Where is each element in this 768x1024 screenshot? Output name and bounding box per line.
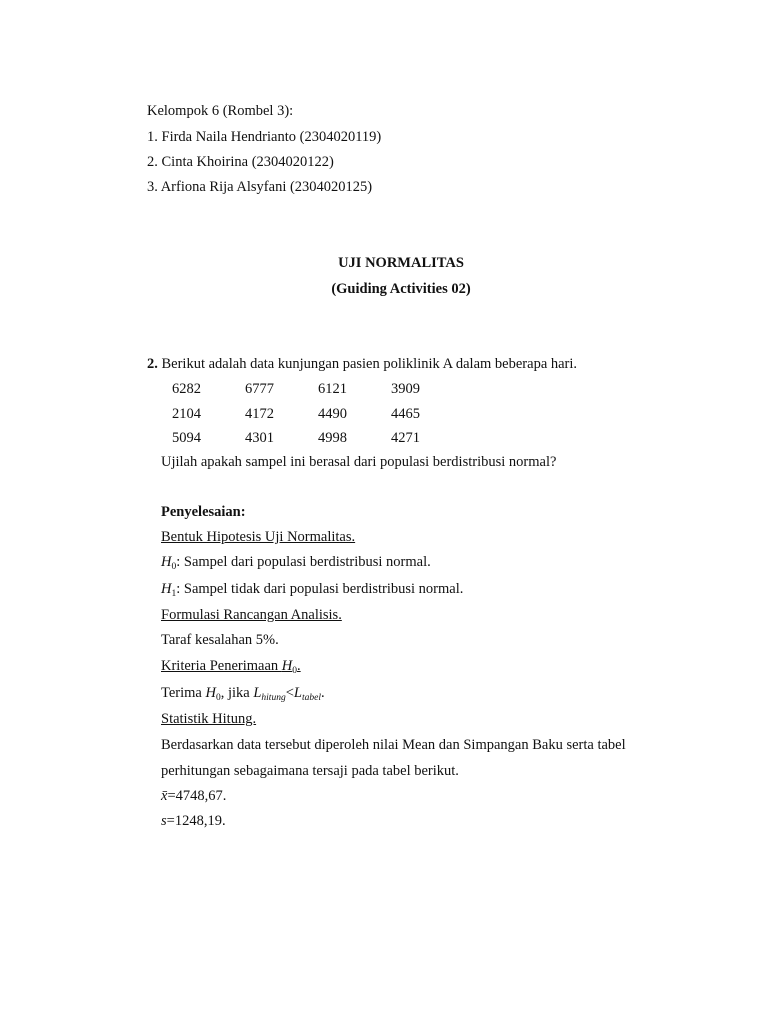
table-row	[172, 405, 464, 430]
member-2: 2. Cinta Khoirina (2304020122)	[147, 154, 334, 170]
accept-mid: , jika	[220, 685, 254, 701]
h1-symbol: H	[161, 581, 172, 597]
mean-value	[161, 787, 226, 805]
statistic-heading: Statistik Hitung.	[161, 711, 257, 727]
sd-number: =1248,19.	[166, 813, 226, 829]
member-1: 1. Firda Naila Hendrianto (2304020119)	[147, 129, 382, 145]
member-3: 3. Arfiona Rija Alsyfani (2304020125)	[147, 179, 373, 195]
criteria-subscript: 0	[292, 666, 298, 676]
table-cell: 2104	[172, 405, 201, 422]
acceptance-rule	[161, 684, 325, 702]
problem-statement	[147, 355, 577, 373]
paragraph-line-1: Berdasarkan data tersebut diperoleh nilai Mean dan Simpangan Baku serta tabel	[161, 737, 626, 753]
table-cell: 4301	[245, 430, 274, 446]
sd-symbol: s	[161, 813, 167, 829]
criteria-text: Kriteria Penerimaan	[161, 658, 282, 674]
hypothesis-h0	[161, 553, 431, 571]
paragraph-line-2: perhitungan sebagaimana tersaji pada tabel berikut.	[161, 763, 459, 779]
accept-prefix: Terima	[161, 685, 206, 701]
h1-subscript: 1	[171, 589, 177, 599]
table-cell: 4465	[391, 405, 420, 422]
table-cell: 4271	[391, 430, 420, 446]
criteria-heading	[161, 657, 301, 675]
h0-symbol: H	[161, 554, 172, 570]
table-cell: 4490	[318, 405, 347, 422]
mean-symbol: x̄	[161, 788, 168, 804]
criteria-end: .	[297, 658, 301, 674]
table-cell: 4172	[245, 405, 274, 422]
table-cell: 3909	[391, 381, 420, 397]
sd-value	[161, 812, 226, 830]
data-table	[172, 380, 464, 454]
mean-number: =4748,67.	[167, 788, 227, 804]
group-heading: Kelompok 6 (Rombel 3):	[147, 103, 294, 119]
criteria-symbol: H	[281, 658, 293, 674]
l-tabel-symbol: L	[293, 685, 302, 701]
problem-number: 2.	[147, 356, 158, 372]
solution-heading: Penyelesaian:	[161, 504, 246, 520]
table-cell: 6121	[318, 381, 347, 397]
table-cell: 6777	[245, 381, 274, 397]
table-cell: 6282	[172, 381, 201, 397]
page-subtitle: (Guiding Activities 02)	[331, 281, 471, 297]
hypothesis-heading: Bentuk Hipotesis Uji Normalitas.	[161, 529, 356, 545]
hypothesis-h1	[161, 580, 463, 598]
problem-question: Ujilah apakah sampel ini berasal dari populasi berdistribusi normal?	[161, 454, 557, 470]
accept-subscript: 0	[215, 693, 221, 703]
problem-text: Berikut adalah data kunjungan pasien poliklinik A dalam beberapa hari.	[161, 356, 578, 372]
table-cell: 4998	[318, 430, 347, 446]
table-cell: 5094	[172, 430, 201, 446]
table-row	[172, 429, 464, 454]
formulation-heading: Formulasi Rancangan Analisis.	[161, 607, 342, 623]
l-hitung-subscript: hitung	[261, 693, 286, 703]
l-tabel-subscript: tabel	[301, 693, 321, 703]
h0-subscript: 0	[171, 562, 177, 572]
l-hitung-symbol: L	[253, 685, 262, 701]
h0-text: : Sampel dari populasi berdistribusi normal.	[176, 554, 431, 570]
h1-text: : Sampel tidak dari populasi berdistribusi normal.	[176, 581, 464, 597]
page-title: UJI NORMALITAS	[338, 255, 464, 271]
significance-level: Taraf kesalahan 5%.	[161, 632, 279, 648]
accept-end: .	[320, 685, 325, 701]
accept-symbol: H	[205, 685, 216, 701]
less-than-sign: <	[285, 685, 294, 701]
table-row	[172, 380, 464, 405]
